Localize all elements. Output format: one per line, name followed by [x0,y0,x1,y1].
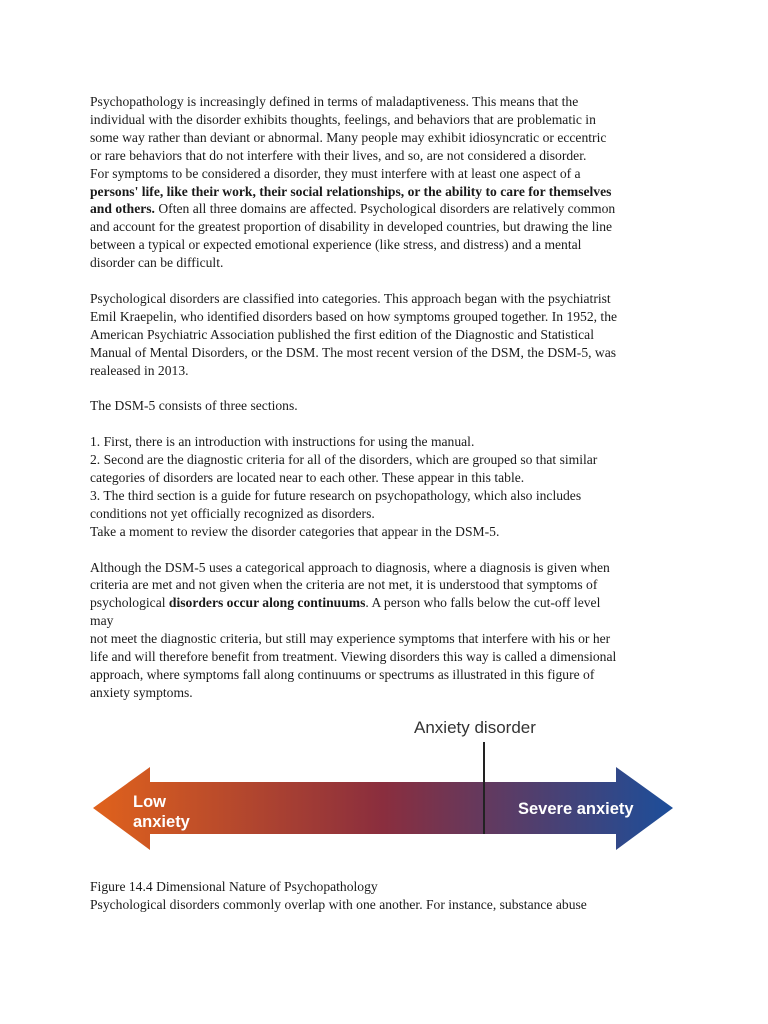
figure-caption-block [90,878,680,914]
low-label-line: Low [133,793,166,811]
text-line: may [90,613,114,629]
text-line: Psychological disorders commonly overlap with one another. For instance, substance abuse [90,896,587,912]
low-label-line: anxiety [133,813,190,831]
severe-anxiety-label: Severe anxiety [518,800,634,818]
list-item: 2. Second are the diagnostic criteria for all of the disorders, which are grouped so that similar [90,452,598,468]
text-line: not meet the diagnostic criteria, but still may experience symptoms that interfere with his or her [90,631,611,647]
figure-caption: Figure 14.4 Dimensional Nature of Psychopathology [90,879,378,894]
text-line: criteria are met and not given when the criteria are not met, it is understood that symptoms of [90,577,598,593]
bold-text: persons' life, like their work, their social relationships, or the ability to care for themselves [90,183,612,199]
text-line: Psychopathology is increasingly defined in terms of maladaptiveness. This means that the [90,94,579,109]
numbered-list [90,433,680,540]
text-line: realeased in 2013. [90,362,189,378]
list-item: categories of disorders are located near to each other. These appear in this table. [90,469,525,485]
text-line: or rare behaviors that do not interfere with their lives, and so, are not considered a disorder. [90,147,587,163]
text-span: psychological [90,595,169,611]
text-line: anxiety symptoms. [90,684,193,700]
document-body [90,93,680,702]
continuum-arrow-graphic [90,712,680,862]
paragraph-continuums [90,559,680,702]
list-item: 3. The third section is a guide for future research on psychopathology, which also includes [90,487,582,503]
text-line: some way rather than deviant or abnormal. Many people may exhibit idiosyncratic or eccentric [90,129,607,145]
list-item: 1. First, there is an introduction with instructions for using the manual. [90,434,475,450]
text-line [90,183,680,201]
text-line: Although the DSM-5 uses a categorical approach to diagnosis, where a diagnosis is given when [90,559,610,575]
text-span: Often all three domains are affected. Psychological disorders are relatively common [154,201,616,217]
text-line: American Psychiatric Association published the first edition of the Diagnostic and Statistical [90,326,594,342]
text-line: approach, where symptoms fall along continuums or spectrums as illustrated in this figure of [90,666,595,682]
text-line: individual with the disorder exhibits thoughts, feelings, and behaviors that are problematic in [90,111,596,127]
text-line [90,594,680,612]
cutoff-label: Anxiety disorder [414,718,536,737]
paragraph-maladaptiveness [90,93,680,272]
text-line: and account for the greatest proportion of disability in developed countries, but drawing the line [90,219,613,235]
text-line [90,200,680,218]
text-line: disorder can be difficult. [90,255,224,271]
text-line: Psychological disorders are classified into categories. This approach began with the psychiatrist [90,290,611,306]
anxiety-continuum-figure [90,712,680,862]
text-line: life and will therefore benefit from treatment. Viewing disorders this way is called a dimensional [90,649,617,665]
list-item: conditions not yet officially recognized as disorders. [90,505,375,521]
text-line: between a typical or expected emotional experience (like stress, and distress) and a mental [90,237,582,253]
text-line: Take a moment to review the disorder categories that appear in the DSM-5. [90,523,500,539]
low-anxiety-label [133,792,190,832]
text-line: Manual of Mental Disorders, or the DSM. The most recent version of the DSM, the DSM-5, was [90,344,617,360]
text-line: Emil Kraepelin, who identified disorders based on how symptoms grouped together. In 1952, the [90,308,618,324]
bold-text: disorders occur along continuums [168,595,366,611]
bold-text: and others. [90,201,155,217]
paragraph-classification [90,290,680,380]
text-line: For symptoms to be considered a disorder, they must interfere with at least one aspect of a [90,165,581,181]
paragraph-dsm-sections [90,397,680,415]
text-line: The DSM-5 consists of three sections. [90,398,298,414]
text-span: . A person who falls below the cut-off level [365,595,601,611]
